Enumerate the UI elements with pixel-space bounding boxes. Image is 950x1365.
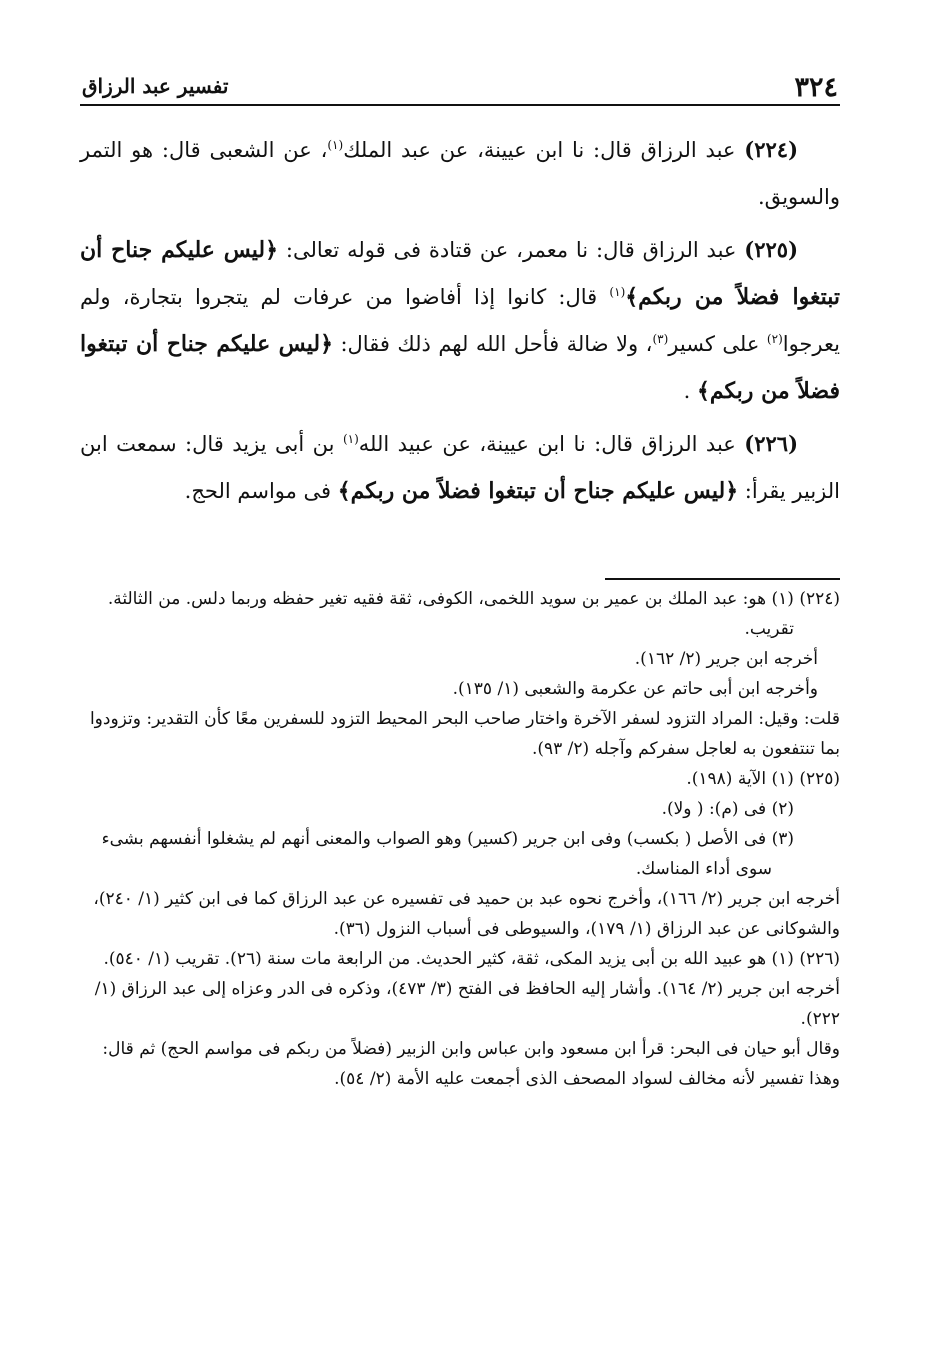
book-page [80,58,840,1094]
footnote-line: (٢٢٤) (١) هو: عبد الملك بن عمير بن سويد اللخمى، الكوفى، ثقة فقيه تغير حفظه وربما دلس. من الثالثة. تقريب. [107,589,840,639]
main-text [80,126,840,515]
footnote-line: أخرجه ابن جرير (٢/ ١٦٦)، وأخرج نحوه عبد بن حميد فى تفسيره عن عبد الرزاق كما فى ابن كثير (١/ ٢٤٠)، والشوكانى عن عبد الرزاق (١/ ١٧٩)، والسيوطى فى أسباب النزول (٣٦). [93,889,840,939]
footnote-line: (٢) فى (م): ( ولا). [661,799,794,819]
running-title: تفسير عبد الرزاق [82,74,229,98]
footnote-marker: (١) [327,138,344,152]
text-segment: على كسير [668,332,767,356]
text-segment: ، عن الشعبى قال: هو التمر والسويق. [80,138,840,209]
footnote-line: (٢٢٦) (١) هو عبيد الله بن أبى يزيد المكى، ثقة، كثير الحديث. من الرابعة مات سنة (٢٦). تقريب (١/ ٥٤٠). [103,949,840,969]
footnote-marker: (٢) [766,332,783,346]
footnote-line: أخرجه ابن جرير (٢/ ١٦٤). وأشار إليه الحافظ فى الفتح (٣/ ٤٧٣)، وذكره فى الدر وعزاه إلى عبد الرزاق (١/ ٢٢٢). [94,979,840,1029]
footnote-marker: (١) [609,285,626,299]
page-number: ٣٢٤ [794,72,838,103]
footnote-line: وقال أبو حيان فى البحر: قرأ ابن مسعود وابن عباس وابن الزبير (فضلاً من ربكم فى مواسم الحج) ثم قال: وهذا تفسير لأنه مخالف لسواد المصحف الذى أجمعت عليه الأمة (٢/ ٥٤). [102,1039,840,1089]
hadith-paragraph [80,420,840,515]
hadith-paragraph [80,226,840,415]
hadith-paragraph [80,126,840,221]
hadith-number: (٢٢٦) [744,431,798,456]
footnote-line: أخرجه ابن جرير (٢/ ١٦٢). [634,649,818,669]
text-segment: عبد الرزاق قال: نا معمر، عن قتادة فى قوله تعالى: [278,238,745,262]
footnote-line: وأخرجه ابن أبى حاتم عن عكرمة والشعبى (١/ ١٣٥). [452,679,818,699]
text-segment: قال: كانوا إذا أفاضوا من عرفات لم يتجروا بتجارة، ولم يعرجوا [80,285,840,356]
footnote-line: (٣) فى الأصل ( بكسب) وفى ابن جرير (كسير) وهو الصواب والمعنى أنهم لم يشغلوا أنفسهم بشىء سوى أداء المناسك. [101,829,794,879]
quran-verse: ﴿ليس عليكم جناح أن تبتغوا فضلاً من ربكم﴾ [80,331,840,404]
footnote-marker: (٣) [652,332,669,346]
footnotes [80,584,840,1094]
footnote-marker: (١) [342,432,359,446]
text-segment: بن أبى يزيد قال: سمعت ابن الزبير يقرأ: [80,432,840,503]
footnote-line: (٢٢٥) (١) الآية (١٩٨). [686,769,840,789]
quran-verse: ﴿ليس عليكم جناح أن تبتغوا فضلاً من ربكم﴾ [80,237,841,310]
hadith-number: (٢٢٤) [744,137,798,162]
text-segment: عبد الرزاق قال: نا ابن عيينة، عن عبيد الله [358,432,745,456]
hadith-number: (٢٢٥) [744,237,799,262]
text-segment: . [683,379,697,403]
footnote-divider [605,578,840,580]
footnote-line: قلت: وقيل: المراد التزود لسفر الآخرة واختار صاحب البحر المحيط التزود للسفرين معًا كأن التقدير: وتزودوا بما تنتفعون به لعاجل سفركم وآجله (٢/ ٩٣). [89,709,840,759]
text-segment: ، ولا ضالة فأحل الله لهم ذلك فقال: [332,332,653,356]
text-segment: عبد الرزاق قال: نا ابن عيينة، عن عبد الملك [343,138,745,162]
quran-verse: ﴿ليس عليكم جناح أن تبتغوا فضلاً من ربكم﴾ [337,478,739,504]
text-segment: فى مواسم الحج. [184,479,338,503]
page-header [80,58,840,106]
